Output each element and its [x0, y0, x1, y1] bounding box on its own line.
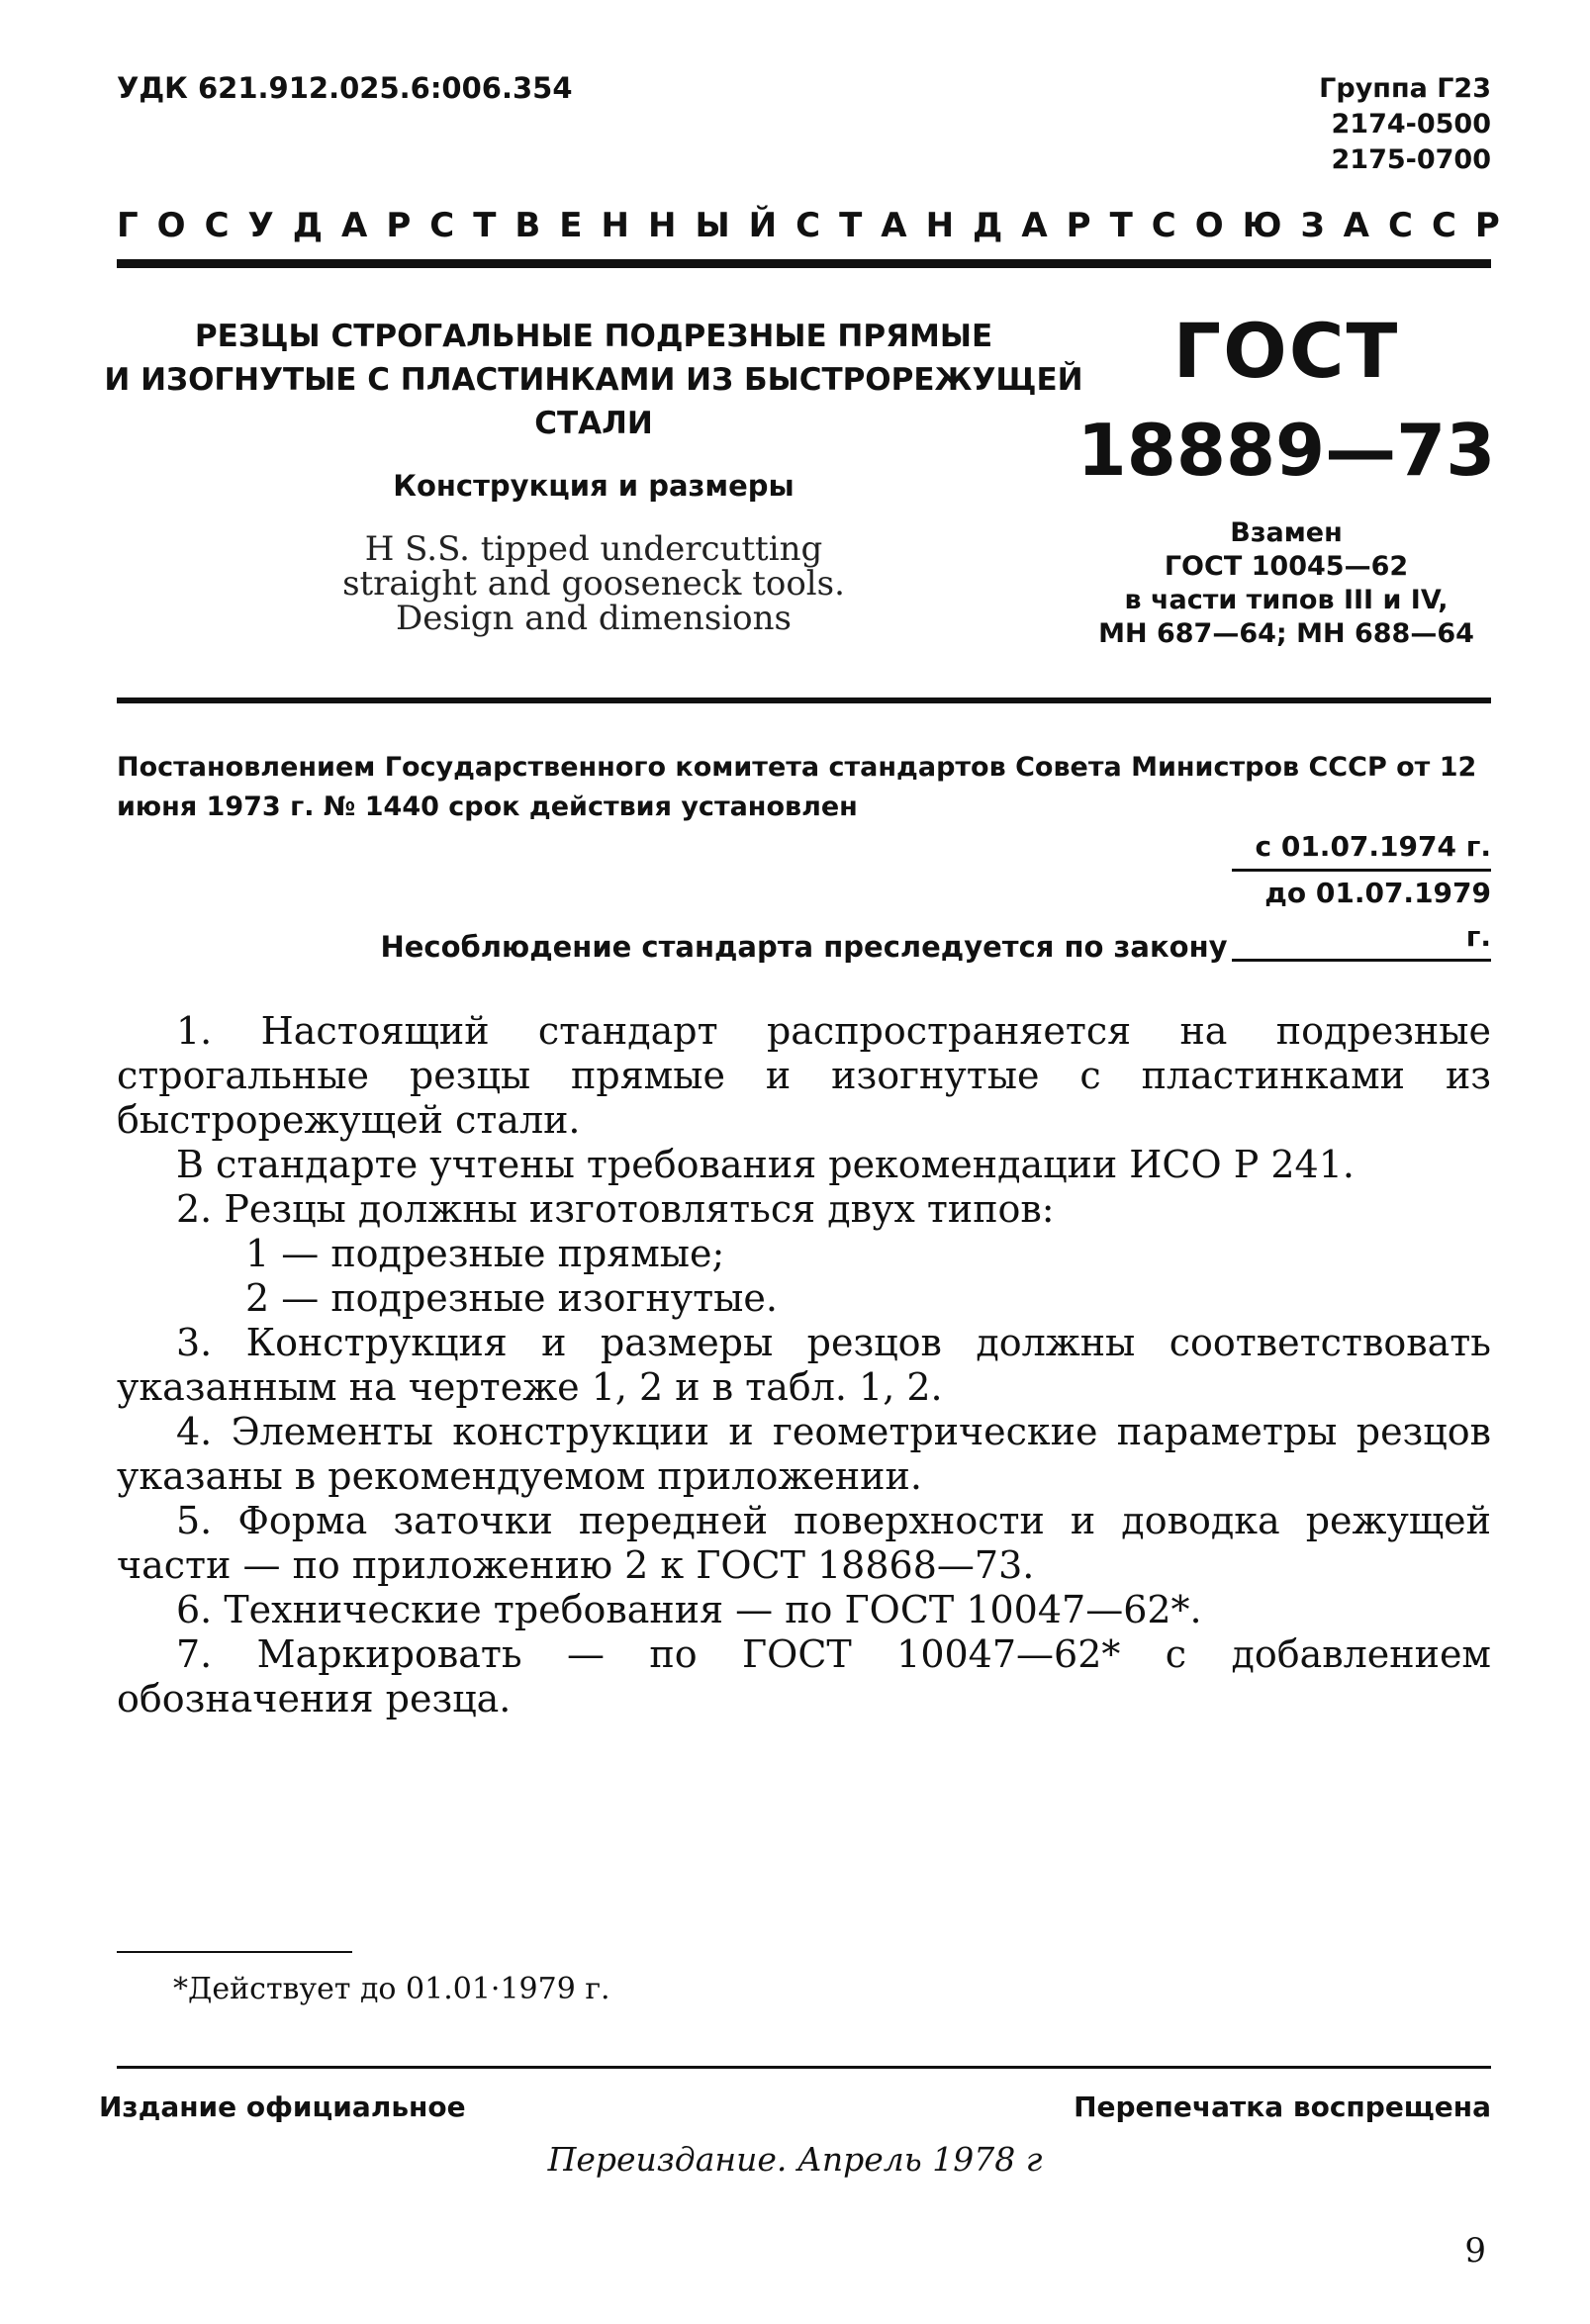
clause-5: 5. Форма заточки передней поверхности и доводка режущей части — по приложению 2 к ГОСТ 18868—73. — [117, 1499, 1491, 1587]
clause-1: 1. Настоящий стандарт распространяется на подрезные строгальные резцы прямые и изогнутые с пластинками из быстрорежущей стали. — [117, 1009, 1491, 1142]
footnote-rule — [117, 1951, 352, 1953]
title-divider — [117, 697, 1491, 703]
reprint-notice: Перепечатка воспрещена — [1074, 2091, 1491, 2123]
reissue-note: Переиздание. Апрель 1978 г — [547, 2140, 1043, 2179]
title-line: И ИЗОГНУТЫЕ С ПЛАСТИНКАМИ ИЗ БЫСТРОРЕЖУЩЕЙ — [104, 362, 1083, 398]
english-title-line: Design and dimensions — [396, 599, 792, 638]
date-from: с 01.07.1974 г. — [1232, 825, 1491, 872]
standard-title-block — [99, 315, 1088, 636]
clause-2-type-1: 1 — подрезные прямые; — [245, 1232, 725, 1275]
clause-2-type-2: 2 — подрезные изогнутые. — [245, 1276, 778, 1320]
state-title-word: СТАНДАРТ — [795, 206, 1152, 245]
replacement-line: ГОСТ 10045—62 — [1164, 551, 1409, 582]
replacement-line: МН 687—64; МН 688—64 — [1098, 618, 1474, 649]
group-codes — [1319, 71, 1491, 178]
title-line: СТАЛИ — [534, 406, 653, 441]
replacement-info — [1069, 516, 1504, 651]
clause-7: 7. Маркировать — по ГОСТ 10047—62* с добавлением обозначения резца. — [117, 1632, 1491, 1720]
clause-3: 3. Конструкция и размеры резцов должны соответствовать указанным на чертеже 1, 2 и в табл. 1, 2. — [117, 1321, 1491, 1409]
state-standard-title — [117, 206, 1519, 245]
page-number: 9 — [1464, 2231, 1486, 2271]
english-title — [99, 529, 1088, 638]
standard-body — [117, 1009, 1491, 1721]
replacement-line: Взамен — [1230, 517, 1343, 548]
replacement-line: в части типов III и IV, — [1124, 585, 1449, 615]
gost-number: 18889—73 — [1076, 409, 1496, 492]
clause-1-note: В стандарте учтены требования рекомендации ИСО Р 241. — [176, 1143, 1355, 1186]
gost-block — [1069, 305, 1504, 651]
english-title-line: straight and gooseneck tools. — [342, 564, 845, 604]
footer-divider — [117, 2066, 1491, 2069]
footnote: *Действует до 01.01·1979 г. — [173, 1972, 610, 2006]
group-line: 2175-0700 — [1331, 144, 1491, 175]
english-title-line: H S.S. tipped undercutting — [364, 529, 823, 569]
header-divider — [117, 259, 1491, 268]
state-title-word: СОЮЗА — [1151, 206, 1388, 245]
state-title-word: ССР — [1388, 206, 1519, 245]
clause-2: 2. Резцы должны изготовляться двух типов: — [176, 1187, 1055, 1231]
title-line: РЕЗЦЫ СТРОГАЛЬНЫЕ ПОДРЕЗНЫЕ ПРЯМЫЕ — [194, 319, 993, 354]
clause-4: 4. Элементы конструкции и геометрические параметры резцов указаны в рекомендуемом приложении. — [117, 1410, 1491, 1498]
state-title-word: ГОСУДАРСТВЕННЫЙ — [117, 206, 796, 245]
official-edition: Издание официальное — [99, 2091, 466, 2123]
decree-text: Постановлением Государственного комитета стандартов Совета Министров СССР от 12 июня 1973 г. № 1440 срок действия установлен — [117, 752, 1477, 822]
subtitle: Конструкция и размеры — [393, 469, 795, 503]
udk-code: УДК 621.912.025.6:006.354 — [117, 71, 573, 105]
group-line: 2174-0500 — [1331, 109, 1491, 139]
clause-6: 6. Технические требования — по ГОСТ 10047—62*. — [176, 1588, 1202, 1631]
group-line: Группа Г23 — [1319, 73, 1491, 104]
date-to: до 01.07.1979 г. — [1232, 872, 1491, 962]
gost-label: ГОСТ — [1172, 307, 1400, 395]
noncompliance-notice: Несоблюдение стандарта преследуется по закону — [380, 930, 1228, 964]
